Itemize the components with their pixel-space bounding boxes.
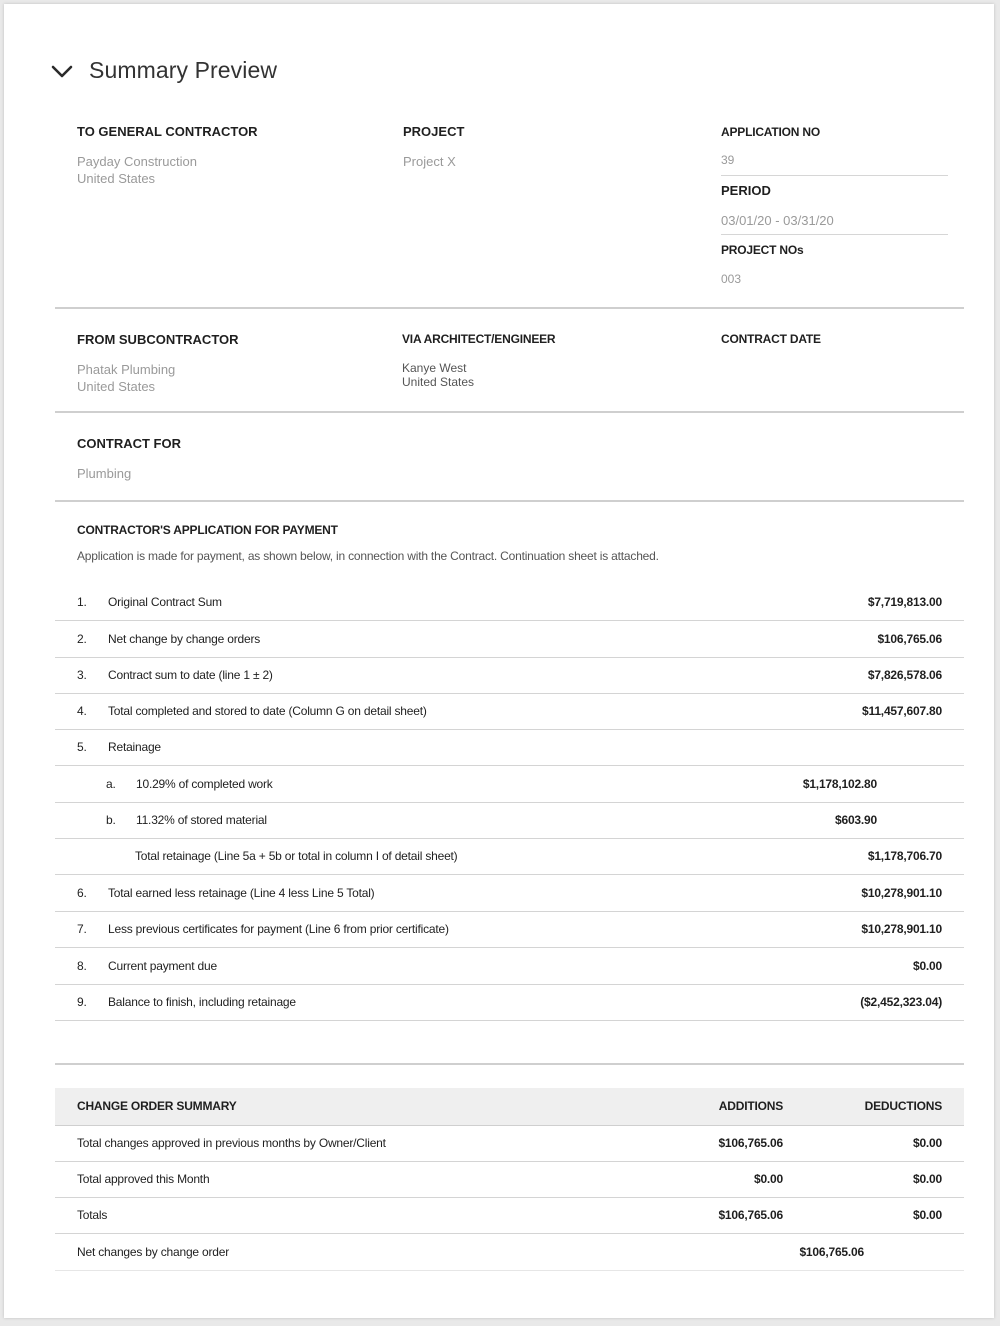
- table-row: [55, 1197, 964, 1234]
- architect-country: United States: [402, 375, 475, 389]
- project-nos-label: PROJECT NOs: [721, 243, 804, 257]
- table-row: [55, 1234, 964, 1271]
- additions-value: $106,765.06: [718, 1208, 783, 1222]
- contract-date-label: CONTRACT DATE: [721, 332, 821, 346]
- deductions-value: $0.00: [912, 1136, 942, 1150]
- line-number: 2.: [77, 632, 87, 646]
- architect-label: VIA ARCHITECT/ENGINEER: [402, 332, 556, 346]
- section-divider: [55, 500, 964, 502]
- section-divider: [55, 307, 964, 309]
- deductions-header: DEDUCTIONS: [864, 1099, 942, 1113]
- table-row: [55, 984, 964, 1021]
- deductions-value: $0.00: [912, 1172, 942, 1186]
- line-amount: $1,178,706.70: [867, 849, 942, 863]
- line-description: Total retainage (Line 5a + 5b or total in column I of detail sheet): [135, 849, 458, 863]
- general-contractor-name: Payday Construction: [77, 154, 197, 169]
- line-amount: $7,826,578.06: [867, 668, 942, 682]
- table-row: [55, 729, 964, 766]
- table-row: [55, 584, 964, 621]
- general-contractor-country: United States: [77, 171, 156, 186]
- line-amount: $7,719,813.00: [867, 595, 942, 609]
- line-number: 3.: [77, 668, 87, 682]
- line-number: a.: [106, 777, 116, 791]
- payment-section-title: CONTRACTOR'S APPLICATION FOR PAYMENT: [77, 523, 338, 537]
- line-description: Contract sum to date (line 1 ± 2): [108, 668, 273, 682]
- line-description: Total completed and stored to date (Column G on detail sheet): [108, 704, 427, 718]
- line-number: 9.: [77, 995, 87, 1009]
- line-amount: $1,178,102.80: [802, 777, 877, 791]
- table-row: [55, 693, 964, 730]
- table-row: [55, 1125, 964, 1162]
- divider: [721, 175, 948, 176]
- table-row: [55, 911, 964, 948]
- project-value: Project X: [403, 154, 456, 169]
- contract-for-value: Plumbing: [77, 466, 132, 481]
- additions-value: $0.00: [753, 1172, 783, 1186]
- page-title[interactable]: Summary Preview: [89, 57, 278, 83]
- project-label: PROJECT: [403, 124, 465, 139]
- line-number: 6.: [77, 886, 87, 900]
- line-amount: $10,278,901.10: [861, 886, 942, 900]
- line-number: 5.: [77, 740, 87, 754]
- line-description: Current payment due: [108, 959, 217, 973]
- line-amount: $106,765.06: [877, 632, 942, 646]
- application-no-label: APPLICATION NO: [721, 125, 820, 139]
- application-no-value: 39: [721, 153, 735, 167]
- line-number: b.: [106, 813, 116, 827]
- line-amount: $0.00: [912, 959, 942, 973]
- net-change-value: $106,765.06: [799, 1245, 864, 1259]
- line-number: 8.: [77, 959, 87, 973]
- table-row: [55, 657, 964, 694]
- line-description: Balance to finish, including retainage: [108, 995, 296, 1009]
- change-order-header: [55, 1088, 964, 1126]
- line-description: Less previous certificates for payment (Line 6 from prior certificate): [108, 922, 449, 936]
- line-number: 4.: [77, 704, 87, 718]
- change-order-description: Total changes approved in previous months by Owner/Client: [77, 1136, 386, 1150]
- change-order-title: CHANGE ORDER SUMMARY: [77, 1099, 237, 1113]
- chevron-down-icon[interactable]: [50, 60, 74, 82]
- section-divider: [55, 1063, 964, 1065]
- line-description: Retainage: [108, 740, 161, 754]
- line-amount: ($2,452,323.04): [860, 995, 942, 1009]
- period-value: 03/01/20 - 03/31/20: [721, 213, 834, 228]
- table-row: [55, 948, 964, 985]
- table-row: [55, 621, 964, 658]
- from-subcontractor-label: FROM SUBCONTRACTOR: [77, 332, 239, 347]
- table-row: [55, 838, 964, 875]
- change-order-description: Total approved this Month: [77, 1172, 210, 1186]
- contract-for-label: CONTRACT FOR: [77, 436, 181, 451]
- table-row: [55, 875, 964, 912]
- architect-name: Kanye West: [402, 361, 467, 375]
- line-amount: $603.90: [835, 813, 877, 827]
- change-order-description: Net changes by change order: [77, 1245, 230, 1259]
- subcontractor-name: Phatak Plumbing: [77, 362, 176, 377]
- line-description: Original Contract Sum: [108, 595, 222, 609]
- line-description: 11.32% of stored material: [136, 813, 267, 827]
- line-description: 10.29% of completed work: [136, 777, 273, 791]
- table-row: [55, 802, 964, 839]
- line-description: Total earned less retainage (Line 4 less Line 5 Total): [108, 886, 375, 900]
- line-amount: $10,278,901.10: [861, 922, 942, 936]
- table-row: [55, 766, 964, 803]
- to-general-contractor-label: TO GENERAL CONTRACTOR: [77, 124, 258, 139]
- line-description: Net change by change orders: [108, 632, 261, 646]
- divider: [721, 234, 948, 235]
- payment-section-description: Application is made for payment, as shown below, in connection with the Contract. Continuation sheet is attached.: [77, 549, 659, 563]
- additions-value: $106,765.06: [718, 1136, 783, 1150]
- line-number: 1.: [77, 595, 87, 609]
- section-divider: [55, 411, 964, 413]
- table-row: [55, 1161, 964, 1198]
- additions-header: ADDITIONS: [718, 1099, 783, 1113]
- period-label: PERIOD: [721, 183, 771, 198]
- project-nos-value: 003: [721, 272, 742, 286]
- deductions-value: $0.00: [912, 1208, 942, 1222]
- subcontractor-country: United States: [77, 379, 156, 394]
- change-order-description: Totals: [77, 1208, 108, 1222]
- line-amount: $11,457,607.80: [862, 704, 942, 718]
- line-number: 7.: [77, 922, 87, 936]
